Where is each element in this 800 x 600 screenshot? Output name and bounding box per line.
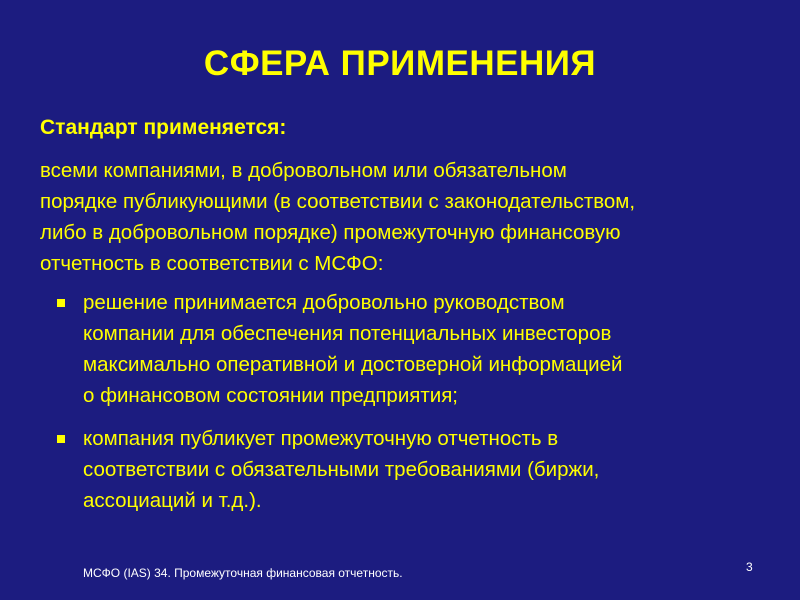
bullet-line: о финансовом состоянии предприятия; [83, 384, 459, 407]
slide-subtitle: Стандарт применяется: [40, 116, 287, 139]
bullet-line: соответствии с обязательными требованиями (биржи, [83, 458, 600, 481]
bullet-line: ассоциаций и т.д.). [83, 489, 262, 512]
bullet-line: решение принимается добровольно руководством [83, 291, 565, 314]
slide-title: СФЕРА ПРИМЕНЕНИЯ [203, 44, 597, 83]
square-bullet-icon [57, 435, 65, 443]
page-number: 3 [746, 560, 753, 574]
bullet-line: компания публикует промежуточную отчетность в [83, 427, 559, 450]
intro-line: всеми компаниями, в добровольном или обязательном [40, 159, 567, 182]
bullet-line: компании для обеспечения потенциальных инвесторов [83, 322, 612, 345]
bullet-list [57, 287, 757, 528]
intro-line: отчетность в соответствии с МСФО: [40, 252, 384, 275]
bullet-item [57, 423, 757, 516]
bullet-item [57, 287, 757, 411]
intro-paragraph [40, 155, 760, 279]
bullet-line: максимально оперативной и достоверной информацией [83, 353, 623, 376]
slide-footer: МСФО (IAS) 34. Промежуточная финансовая отчетность. [83, 566, 403, 580]
intro-line: порядке публикующими (в соответствии с законодательством, [40, 190, 636, 213]
intro-line: либо в добровольном порядке) промежуточную финансовую [40, 221, 621, 244]
square-bullet-icon [57, 299, 65, 307]
